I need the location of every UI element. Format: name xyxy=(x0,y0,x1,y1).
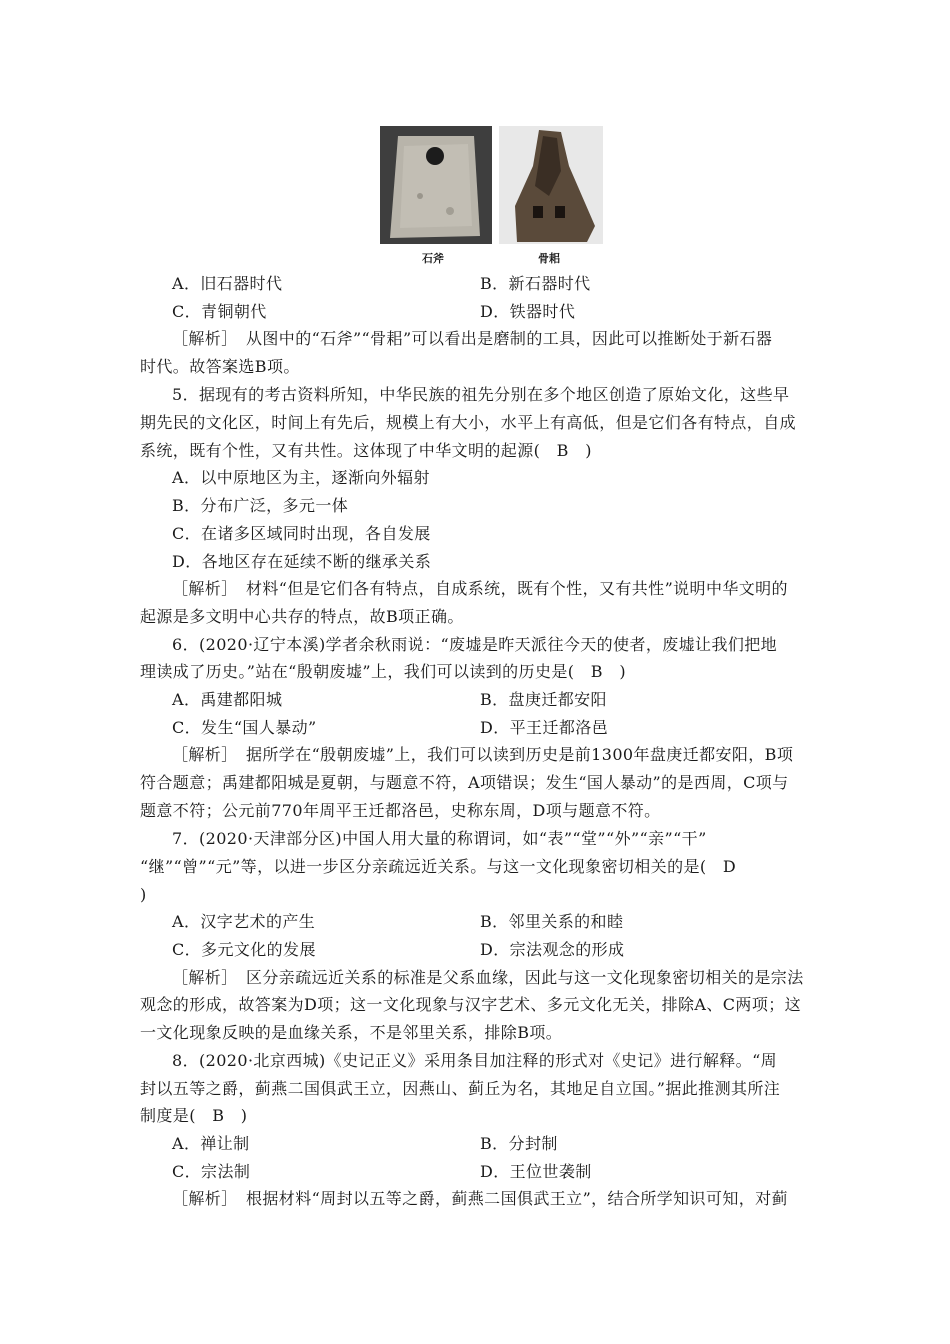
q6-option-b: B．盘庚迁都安阳 xyxy=(480,690,607,709)
q5-option-d: D．各地区存在延续不断的继承关系 xyxy=(172,552,432,571)
q6-stem-line: 理读成了历史。”站在“殷朝废墟”上，我们可以读到的历史是( B ) xyxy=(140,662,626,681)
q7-analysis-line: ［解析］ 区分亲疏远近关系的标准是父系血缘，因此与这一文化现象密切相关的是宗法 xyxy=(172,968,804,987)
q8-option-d: D．王位世袭制 xyxy=(480,1162,592,1181)
q8-stem-line: 封以五等之爵，蓟燕二国俱武王立，因燕山、蓟丘为名，其地足自立国。”据此推测其所注 xyxy=(140,1079,781,1098)
bone-spade-image xyxy=(499,126,603,244)
q4-analysis-line: ［解析］ 从图中的“石斧”“骨耜”可以看出是磨制的工具，因此可以推断处于新石器 xyxy=(172,329,773,348)
q6-analysis-line: 题意不符；公元前770年周平王迁都洛邑，史称东周，D项与题意不符。 xyxy=(140,801,661,820)
q7-option-c: C．多元文化的发展 xyxy=(172,940,316,959)
q7-stem-line: “继”“曾”“元”等，以进一步区分亲疏远近关系。与这一文化现象密切相关的是( D xyxy=(140,857,737,876)
q5-stem-line: 5．据现有的考古资料所知，中华民族的祖先分别在多个地区创造了原始文化，这些早 xyxy=(172,385,790,404)
figure-tools xyxy=(380,126,604,266)
q7-stem-line: ) xyxy=(140,885,147,904)
q6-analysis-line: ［解析］ 据所学在“殷朝废墟”上，我们可以读到历史是前1300年盘庚迁都安阳，B项 xyxy=(172,745,794,764)
q6-stem-line: 6．(2020·辽宁本溪)学者余秋雨说：“废墟是昨天派往今天的使者，废墟让我们把地 xyxy=(172,635,778,654)
q5-analysis-line: ［解析］ 材料“但是它们各有特点，自成系统，既有个性，又有共性”说明中华文明的 xyxy=(172,579,788,598)
q7-stem-line: 7．(2020·天津部分区)中国人用大量的称谓词，如“表”“堂”“外”“亲”“干” xyxy=(172,829,707,848)
q5-option-b: B．分布广泛，多元一体 xyxy=(172,496,349,515)
q5-option-c: C．在诸多区域同时出现，各自发展 xyxy=(172,524,431,543)
q7-analysis-line: 一文化现象反映的是血缘关系，不是邻里关系，排除B项。 xyxy=(140,1023,563,1042)
q8-option-b: B．分封制 xyxy=(480,1134,558,1153)
caption-bone-spade: 骨耜 xyxy=(538,252,560,265)
q4-option-d: D．铁器时代 xyxy=(480,302,576,321)
q4-option-b: B．新石器时代 xyxy=(480,274,591,293)
q6-option-c: C．发生“国人暴动” xyxy=(172,718,317,737)
caption-stone-axe: 石斧 xyxy=(422,252,444,265)
q5-analysis-line: 起源是多文明中心共存的特点，故B项正确。 xyxy=(140,607,464,626)
q8-option-a: A．禅让制 xyxy=(172,1134,250,1153)
q4-analysis-line: 时代。故答案选B项。 xyxy=(140,357,300,376)
q7-option-b: B．邻里关系的和睦 xyxy=(480,912,624,931)
q8-stem-line: 8．(2020·北京西城)《史记正义》采用条目加注释的形式对《史记》进行解释。“周 xyxy=(172,1051,778,1070)
q7-option-d: D．宗法观念的形成 xyxy=(480,940,625,959)
q6-analysis-line: 符合题意；禹建都阳城是夏朝，与题意不符，A项错误；发生“国人暴动”的是西周，C项与 xyxy=(140,773,789,792)
q7-option-a: A．汉字艺术的产生 xyxy=(172,912,316,931)
q8-analysis-line: ［解析］ 根据材料“周封以五等之爵，蓟燕二国俱武王立”，结合所学知识可知，对蓟 xyxy=(172,1189,788,1208)
q8-option-c: C．宗法制 xyxy=(172,1162,251,1181)
q6-option-d: D．平王迁都洛邑 xyxy=(480,718,609,737)
q4-option-c: C．青铜朝代 xyxy=(172,302,267,321)
q4-option-a: A．旧石器时代 xyxy=(172,274,283,293)
q6-option-a: A．禹建都阳城 xyxy=(172,690,283,709)
q5-stem-line: 期先民的文化区，时间上有先后，规模上有大小，水平上有高低，但是它们各有特点，自成 xyxy=(140,413,797,432)
q8-stem-line: 制度是( B ) xyxy=(140,1106,248,1125)
q5-option-a: A．以中原地区为主，逐渐向外辐射 xyxy=(172,468,430,487)
q7-analysis-line: 观念的形成，故答案为D项；这一文化现象与汉字艺术、多元文化无关，排除A、C两项；这 xyxy=(140,995,802,1014)
stone-axe-image xyxy=(380,126,492,244)
q5-stem-line: 系统，既有个性，又有共性。这体现了中华文明的起源( B ) xyxy=(140,441,592,460)
